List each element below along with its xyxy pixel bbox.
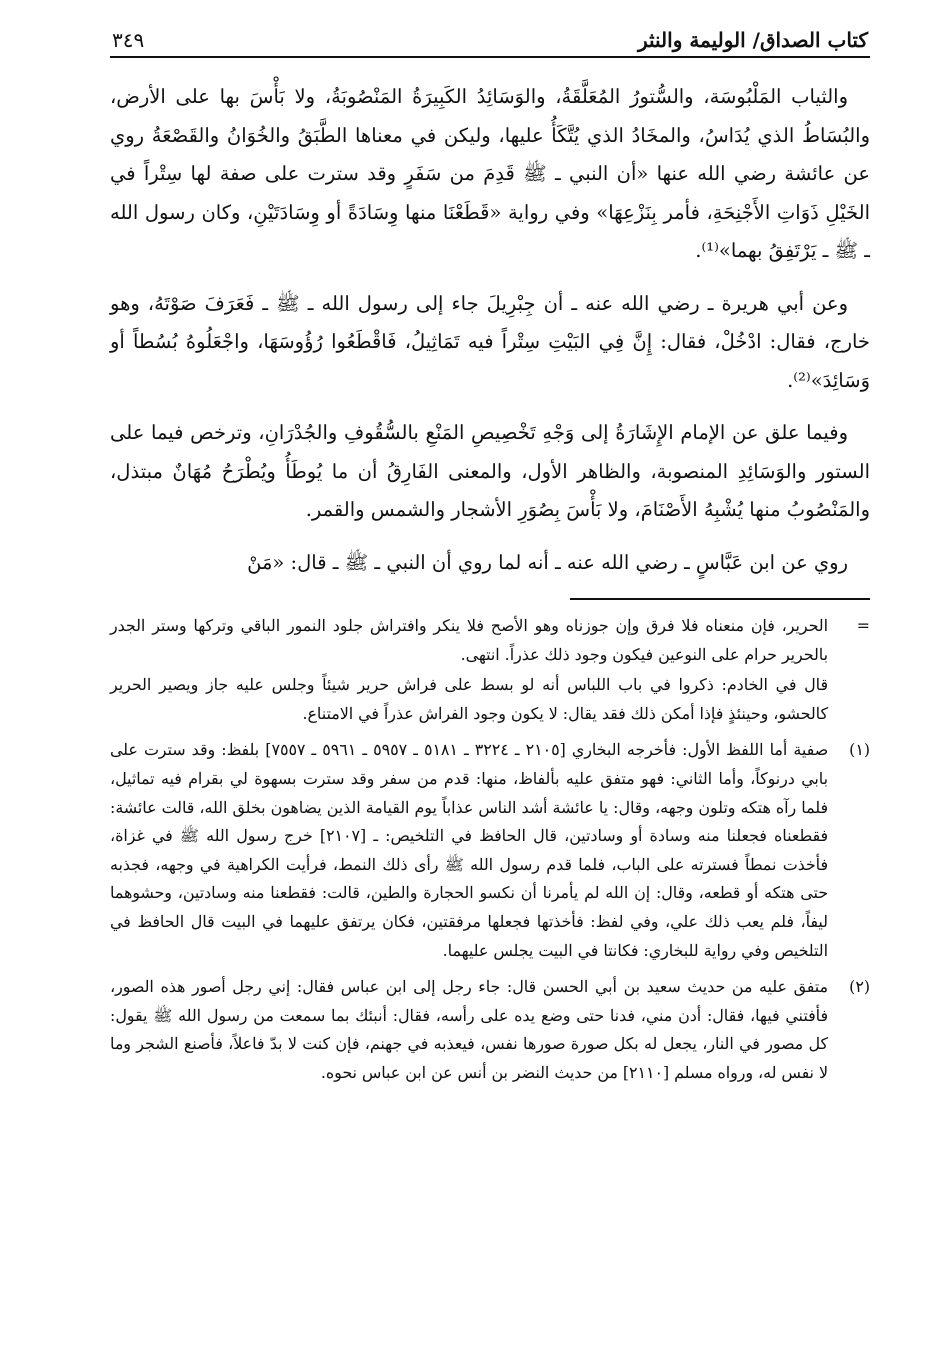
header-title: كتاب الصداق/ الوليمة والنثر	[637, 28, 868, 52]
page-number: ٣٤٩	[112, 28, 145, 52]
footnote-separator	[570, 598, 870, 600]
paragraph: والثياب المَلْبُوسَة، والسُّتورُ المُعَلَّقَةُ، والوَسَائِدُ الكَبِيرَةُ المَنْصُوبَةُ، ولا بَأْسَ بها على الأرض، والبُسَاطُ الذي يُدَاسُ، والمخَادُ الذي يُتَّكَأُ عليها، وليكن في معناها الطَّبَقُ والخُوَانُ والقَصْعَةُ روي عن عائشة رضي الله عنها «أن النبي ـ ﷺ قَدِمَ من سَفَرٍ وقد سترت على صفة لها سِتْراً في الخَيْلِ ذَوَاتِ الأَجْنِحَةِ، فأمر بِنَزْعِهَا» وفي رواية «قَطَعْنَا منها وِسَادَةً أو وِسَادَتَيْنِ، وكان رسول الله ـ ﷺ ـ يَرْتَفِقُ بهما»⁽¹⁾.	[110, 85, 870, 262]
footnote-marker: =	[856, 616, 870, 635]
paragraph: روي عن ابن عَبَّاسٍ ـ رضي الله عنه ـ أنه لما روي أن النبي ـ ﷺ ـ قال: «مَنْ	[247, 550, 848, 574]
paragraph: وفيما علق عن الإمام الإِشَارَةُ إلى وَجْهِ تَخْصِيصِ المَنْعِ بالسُّقُوفِ والجُدْرَانِ، وترخص فيما على الستور والوَسَائِدِ المنصوبة، والظاهر الأول، والمعنى الفَارِقُ أن ما يُوطَأُ ويُطْرَحُ مُهَانٌ مبتذل، والمَنْصُوبُ منها يُشْبِهُ الأَصْنَامَ، ولا بَأْسَ بِصُوَرِ الأشجار والشمس والقمر.	[110, 421, 870, 521]
footnote-1	[110, 736, 870, 967]
main-text	[110, 78, 870, 582]
footnotes	[110, 612, 870, 1090]
book-page	[110, 28, 870, 1096]
running-header	[110, 28, 870, 58]
footnote-text: صفية أما اللفظ الأول: فأخرجه البخاري [٢١٠٥ ـ ٣٢٢٤ ـ ٥١٨١ ـ ٥٩٥٧ ـ ٥٩٦١ ـ ٧٥٥٧] بلفظ: وقد سترت على بابي درنوكاً، وأما الثاني: فهو متفق عليه بألفاظ، منها: قدم من سفر وقد سترت بسهوة لي بقرام فيه تماثيل، فلما رآه هتكه وتلون وجهه، وقال: يا عائشة أشد الناس عذاباً يوم القيامة الذين يضاهون بخلق الله، قالت عائشة: فقطعناه فجعلنا منه وسادة أو وسادتين، قال الحافظ في التلخيص: ـ [٢١٠٧] خرج رسول الله ﷺ في غزاة، فأخذت نمطاً فسترته على الباب، فلما قدم رسول الله ﷺ رأى ذلك النمط، فرأيت الكراهية في وجهه، فجذبه حتى هتكه أو قطعه، وقال: إن الله لم يأمرنا أن نكسو الحجارة والطين، قالت: فقطعنا منه وسادتين، وحشوهما ليفاً، فلم يعب ذلك علي، وفي لفظ: فأخذتها فجعلها مرفقتين، فكان يرتفق عليهما في البيت قال الحافظ في التلخيص وفي رواية للبخاري: فكانتا في البيت يجلس عليهما.	[110, 740, 829, 960]
footnote-continued	[110, 612, 870, 730]
footnote-text: الحرير، فإن منعناه فلا فرق وإن جوزناه وهو الأصح فلا ينكر وافتراش جلود النمور الباقي وتركها وستر الجدر بالحرير حرام على النوعين فيكون وجود ذلك عذراً. انتهى.	[110, 616, 828, 664]
footnote-marker: (٢)	[849, 977, 870, 997]
footnote-marker: (١)	[849, 740, 870, 760]
footnote-text: متفق عليه من حديث سعيد بن أبي الحسن قال: جاء رجل إلى ابن عباس فقال: إني رجل أصور هذه الصور، فأفتني فيها، فقال: أدن مني، فدنا حتى وضع يده على رأسه، فقال: أنبئك بما سمعت من رسول الله ﷺ يقول: كل مصور في النار، يجعل له بكل صورة صورها نفس، فيعذبه في جهنم، فإن كنت لا بدّ فاعلاً، فأصنع الشجر وما لا نفس له، ورواه مسلم [٢١١٠] من حديث النضر بن أنس عن ابن عباس نحوه.	[110, 977, 828, 1082]
footnote-2	[110, 973, 870, 1089]
paragraph: وعن أبي هريرة ـ رضي الله عنه ـ أن جِبْرِيلَ جاء إلى رسول الله ـ ﷺ ـ فَعَرَفَ صَوْتَهُ، وهو خارج، فقال: ادْخُلْ، فقال: إِنَّ فِي البَيْتِ سِتْراً فيه تَمَاثِيلُ، فَاقْطَعُوا رُؤُوسَهَا، واجْعَلُوهُ بُسُطاً أو وَسَائِدَ»⁽²⁾.	[110, 291, 870, 392]
footnote-text: قال في الخادم: ذكروا في باب اللباس أنه لو بسط على فراش حرير شيئاً وجلس عليه جاز ويصير الحرير كالحشو، وحينئذٍ فإذا أمكن ذلك فقد يقال: لا يكون وجود الفراش عذراً في الامتناع.	[110, 675, 828, 723]
